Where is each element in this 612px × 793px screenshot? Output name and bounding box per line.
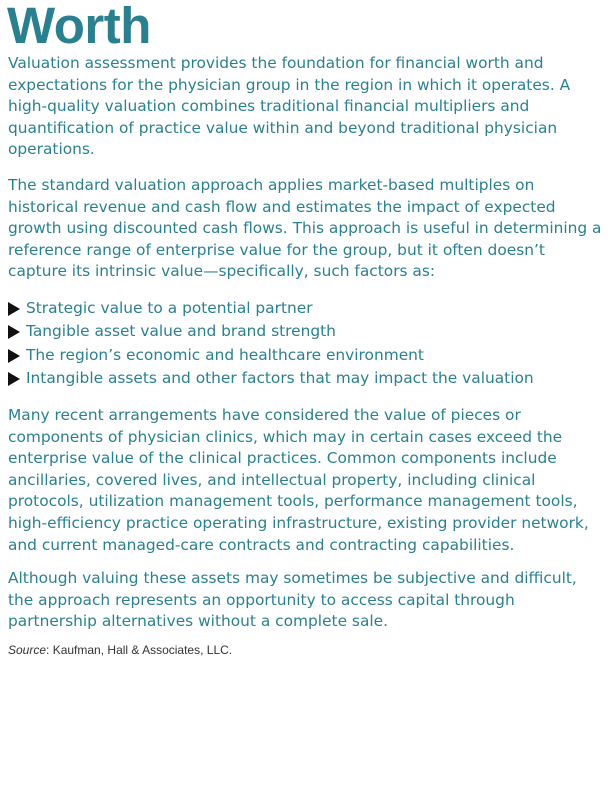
- paragraph-conclusion: Although valuing these assets may sometimes be subjective and difficult, the approach represents an opportunity to access capital through partnership alternatives without a complete sale.: [8, 569, 577, 631]
- paragraph-standard-approach: The standard valuation approach applies market-based multiples on historical revenue and cash flow and estimates the impact of expected growth using discounted cash flows. This approach is useful in determining a reference range of enterprise value for the group, but it often doesn’t capture its intrinsic value—specifically, such factors as:: [8, 175, 602, 281]
- paragraph-components: Many recent arrangements have considered the value of pieces or components of physician clinics, which may in certain cases exceed the enterprise value of the clinical practices. Common components include ancillaries, covered lives, and intellectual property, including clinical protocols, utilization management tools, performance management tools, high-efficiency practice operating infrastructure, existing provider network, and current managed-care contracts and contracting capabilities.: [8, 405, 589, 554]
- triangle-bullet-icon: [8, 302, 20, 316]
- list-item-text: Tangible asset value and brand strength: [26, 322, 336, 341]
- list-item: [8, 320, 606, 344]
- source-text: : Kaufman, Hall & Associates, LLC.: [46, 642, 233, 657]
- list-item: [8, 367, 606, 391]
- list-item-text: Strategic value to a potential partner: [26, 298, 313, 317]
- source-note: [8, 642, 606, 658]
- triangle-bullet-icon: [8, 325, 20, 339]
- list-item-text: The region’s economic and healthcare environment: [26, 345, 424, 364]
- document-page: [8, 0, 606, 658]
- list-item: [8, 344, 606, 368]
- paragraph-intro: Valuation assessment provides the foundation for financial worth and expectations for the physician group in the region in which it operates. A high-quality valuation combines traditional financial multipliers and quantification of practice value within and beyond traditional physician operations.: [8, 54, 571, 159]
- list-item: [8, 297, 606, 321]
- page-title: Worth: [7, 0, 151, 54]
- list-item-text: Intangible assets and other factors that may impact the valuation: [26, 369, 534, 388]
- triangle-bullet-icon: [8, 349, 20, 363]
- factor-list: [8, 297, 606, 391]
- triangle-bullet-icon: [8, 372, 20, 386]
- source-label: Source: [8, 642, 47, 657]
